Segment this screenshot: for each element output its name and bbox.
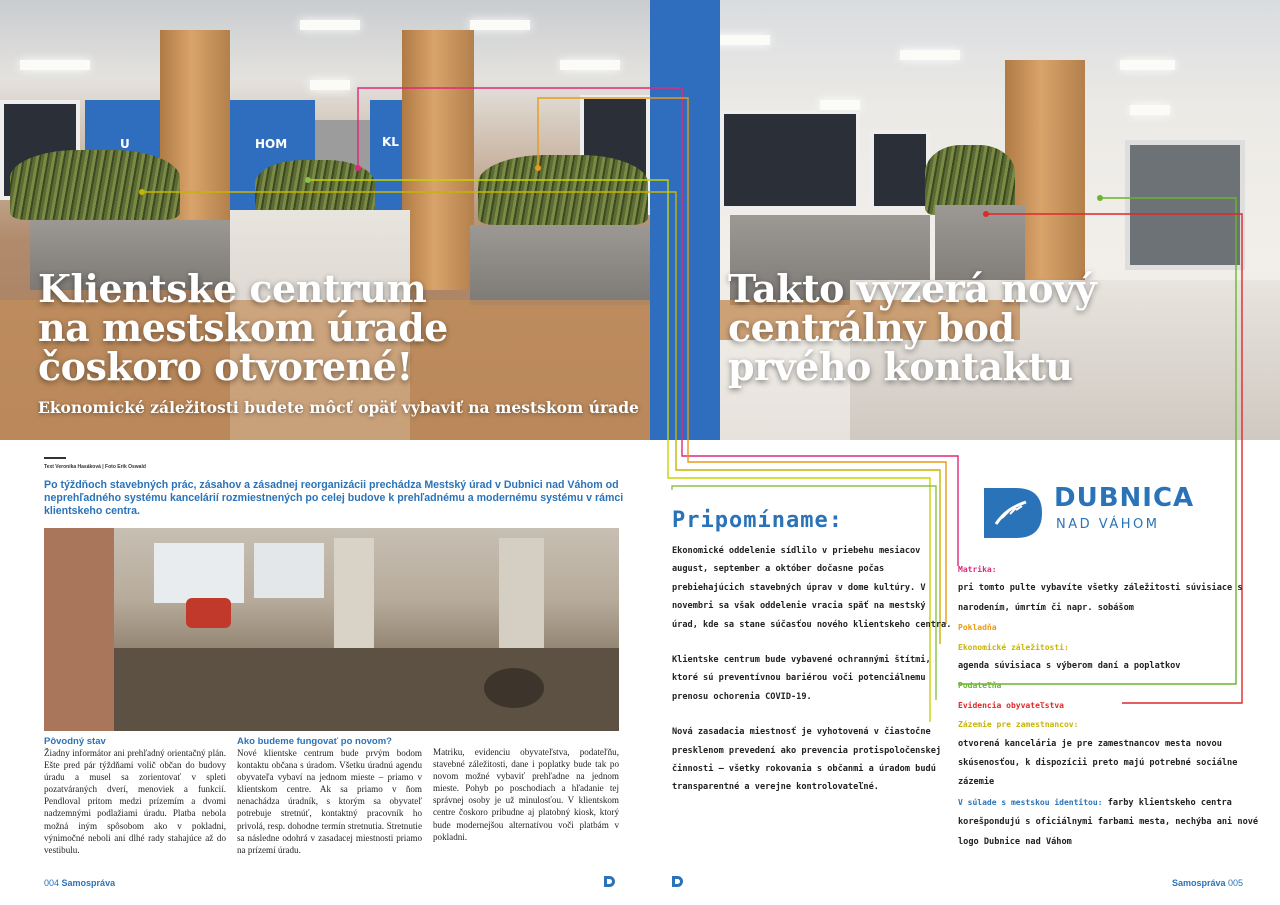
legend-matrika-text: pri tomto pulte vybavíte všetky záležitosti súvisiace s narodením, úmrtím či napr. sobášom	[958, 583, 1243, 613]
section-name: Samospráva	[1172, 878, 1226, 888]
column-original-state	[44, 736, 226, 856]
sign-text: KL	[382, 135, 399, 149]
lead-paragraph: Po týždňoch stavebných prác, zásahov a zásadnej reorganizácii prechádza Mestský úrad v Dubnici nad Váhom od neprehľadného systému kancelárií rozmiestnených po celej budove k prehľadnému a modernému systému v rámci klientskeho centra.	[44, 479, 624, 517]
column-body: Nové klientske centrum bude prvým bodom kontaktu občana s úradom. Všetku úradnú agendu obyvateľa vybaví na jednom mieste – priamo v klientskom centre. Ak sa priamo v ňom nenachádza úradník, s ktorým sa obyvateľ potrebuje stretnúť, kontaktný pracovník ho privolá, resp. dohodne termín stretnutia. Stretnutie sa následne odohrá v zasadacej miestnosti priamo na prízemí úradu.	[237, 748, 422, 855]
hero-title-right: Takto vyzerá nový centrálny bod prvého kontaktu	[728, 266, 1097, 389]
reminder-body	[672, 542, 952, 814]
legend-identita-text: farby klientskeho centra korešpondujú s oficiálnymi farbami mesta, nechýba ani nové logo Dubnice nad Váhom	[958, 797, 1259, 847]
reminder-paragraph: Ekonomické oddelenie sídlilo v priebehu mesiacov august, september a október dočasne počas prebiehajúcich stavebných úprav v dome kultúry. V novembri sa však oddelenie vracia späť na mestský úrad, kde sa stane súčasťou nového klientskeho centra.	[672, 546, 952, 630]
hero-title-left: Klientske centrum na mestskom úrade čoskoro otvorené!	[38, 266, 448, 389]
logo-subtitle: NAD VÁHOM	[1056, 517, 1160, 532]
byline-rule	[44, 457, 66, 459]
column-new-operation	[237, 736, 422, 856]
byline: Text Veronika Hasáková | Foto Erik Oswald	[44, 464, 146, 470]
legend-pokladna-label: Pokladňa	[958, 623, 997, 633]
sign-text: U	[120, 137, 130, 151]
dubnica-mark-icon	[604, 876, 615, 887]
legend-ekon-label: Ekonomické záležitosti:	[958, 642, 1069, 652]
legend-zazemie-label: Zázemie pre zamestnancov:	[958, 720, 1079, 730]
sign-text: HOM	[255, 137, 288, 151]
page-footer-left	[44, 878, 115, 888]
dubnica-mark-icon	[672, 876, 683, 887]
legend-matrika-label: Matrika:	[958, 565, 997, 574]
legend-podatelna-label: Podateľňa	[958, 681, 1002, 691]
column-continued	[433, 746, 619, 843]
construction-photo	[44, 528, 619, 731]
page-number: 005	[1228, 878, 1244, 888]
column-heading: Pôvodný stav	[44, 736, 106, 747]
page-footer-right	[1172, 878, 1243, 888]
legend-evidencia-label: Evidencia obyvateľstva	[958, 700, 1064, 710]
reminder-title: Pripomíname:	[672, 508, 843, 533]
legend-ekon-text: agenda súvisiaca s výberom daní a poplatkov	[958, 661, 1181, 672]
reminder-paragraph: Nová zasadacia miestnosť je vyhotovená v čiastočne presklenom prevedení ako prevencia protispoločenskej činnosti – všetky rokovania s občanmi a úradom budú transparentné a verejne kontrolovateľné.	[672, 727, 942, 793]
page-number: 004	[44, 878, 60, 888]
logo-name: DUBNICA	[1054, 483, 1195, 513]
hero-subtitle: Ekonomické záležitosti budete môcť opäť vybaviť na mestskom úrade	[38, 398, 639, 417]
callout-legend	[958, 560, 1268, 852]
column-heading: Ako budeme fungovať po novom?	[237, 736, 392, 747]
legend-identita-label: V súlade s mestskou identitou:	[958, 797, 1103, 807]
column-body: Žiadny informátor ani prehľadný orientačný plán. Ešte pred pár týždňami volič občan do budovy úradu a musel sa zorientovať v spleti pozatváraných dverí, menoviek a funkcií. Pendloval pritom medzi prízemím a dvomi nadzemnými podlažiami úradu. Platba nebola možná iným spôsobom ako v pokladni, výnimočné neboli ani dlhé rady stahajúce až do vestibulu.	[44, 748, 226, 855]
legend-zazemie-text: otvorená kancelária je pre zamestnancov mesta novou skúsenosťou, k dispozícii preto majú potrebné sociálne zázemie	[958, 738, 1238, 788]
section-name: Samospráva	[61, 878, 116, 888]
column-body: Matriku, evidenciu obyvateľstva, podateľňu, stavebné záležitosti, dane i poplatky bude tak po novom možné vybaviť prehľadne na jednom mieste. Pohyb po poschodiach a hľadanie tej správnej osoby je už minulosťou. V klientskom centre čoskoro pribudne aj platobný kiosk, ktorý bude modernejšou alternatívou voči platbám v pokladni.	[433, 747, 619, 842]
reminder-paragraph: Klientske centrum bude vybavené ochrannými štítmi, ktoré sú preventívnou bariérou voči potenciálnemu prenosu ochorenia COVID-19.	[672, 655, 931, 702]
